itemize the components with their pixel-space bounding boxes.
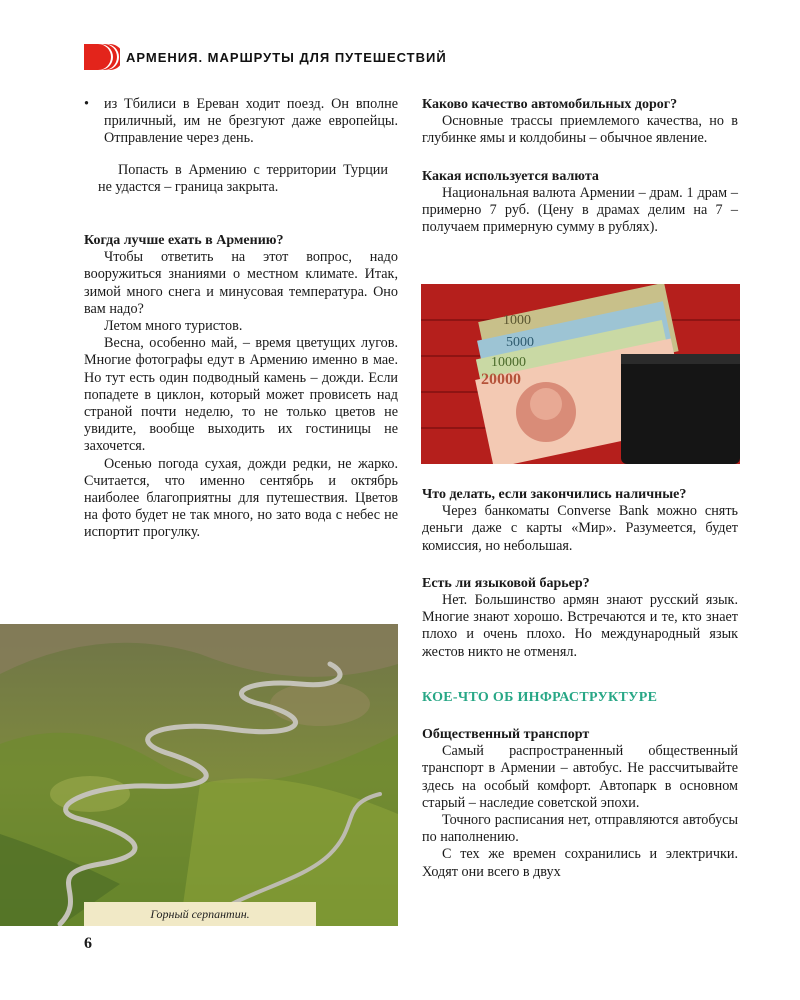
bullet-text: из Тбилиси в Ереван ходит поезд. Он вполне приличный, им не брезгуют даже европейцы. Отправление через день. <box>104 96 398 147</box>
chevron-logo-icon <box>84 44 120 70</box>
when-paragraph-2: Летом много туристов. <box>104 318 243 335</box>
right-column <box>422 96 738 236</box>
transport-paragraph-1: Самый распространенный общественный транспорт в Армении – автобус. Не рассчитывайте здесь на особый комфорт. Автопарк в основном старый – наследие советской эпохи. <box>422 743 738 811</box>
bullet-item <box>84 96 398 148</box>
bullet-icon: • <box>84 96 89 112</box>
roads-text: Основные трассы приемлемого качества, но в глубинке ямы и колдобины – обычное явление. <box>422 113 738 147</box>
when-paragraph-4: Осенью погода сухая, дожди редки, не жарко. Считается, что именно сентябрь и октябрь наиболее благоприятны для путешествия. Цветов на фото будет не так много, но зато вода с небес не испортит прогулку. <box>84 455 398 541</box>
left-column <box>84 96 398 542</box>
when-heading: Когда лучше ехать в Армению? <box>84 233 284 249</box>
roads-heading: Каково качество автомобильных дорог? <box>422 97 678 112</box>
cash-text: Через банкоматы Converse Bank можно снять деньги даже с карты «Мир». Разумеется, будет комиссия, но небольшая. <box>422 503 738 554</box>
language-text: Нет. Большинство армян знают русский язык. Многие знают хорошо. Встречаются и те, кто знает плохо и очень плохо. Но международный язык жестов никто не отменял. <box>422 592 738 660</box>
banknote-1000: 1000 <box>503 313 531 328</box>
mountain-serpentine-photo <box>0 624 398 926</box>
banknote-5000: 5000 <box>506 335 534 350</box>
when-paragraph-3: Весна, особенно май, – время цветущих лугов. Многие фотографы едут в Армению именно в мае. Но тут есть один подводный камень – дожди. Если попадете в циклон, который может провисеть над страной почти неделю, то не только цветов не увидите, вообще выходить их гостиницы не захочется. <box>84 335 398 455</box>
when-paragraph-1: Чтобы ответить на этот вопрос, надо вооружиться знаниями о местном климате. Итак, зимой много снега и минусовая температура. Оно вам надо? <box>84 249 398 317</box>
transport-heading: Общественный транспорт <box>422 727 590 743</box>
currency-heading: Какая используется валюта <box>422 168 599 184</box>
banknote-20000: 20000 <box>481 371 521 388</box>
currency-text: Национальная валюта Армении – драм. 1 драм – примерно 7 руб. (Цену в драмах делим на 7 – получаем примерную сумму в рублях). <box>422 184 738 236</box>
header-title: АРМЕНИЯ. МАРШРУТЫ ДЛЯ ПУТЕШЕСТВИЙ <box>126 49 447 65</box>
language-heading: Есть ли языковой барьер? <box>422 575 590 591</box>
running-header <box>84 44 447 70</box>
transport-paragraph-2: Точного расписания нет, отправляются автобусы по наполнению. <box>422 812 738 846</box>
cash-heading: Что делать, если закончились наличные? <box>422 487 687 502</box>
photo-caption: Горный серпантин. <box>84 902 316 926</box>
armenian-dram-banknotes-photo <box>421 284 740 464</box>
page-number: 6 <box>84 935 92 952</box>
transport-paragraph-3: С тех же времен сохранились и электрички. Ходят они всего в двух <box>422 846 738 880</box>
section-title: КОЕ-ЧТО ОБ ИНФРАСТРУКТУРЕ <box>422 689 658 705</box>
right-column-lower <box>422 486 738 881</box>
turkey-note: Попасть в Армению с территории Турции не удастся – граница закрыта. <box>98 161 388 195</box>
banknote-10000: 10000 <box>491 355 526 370</box>
